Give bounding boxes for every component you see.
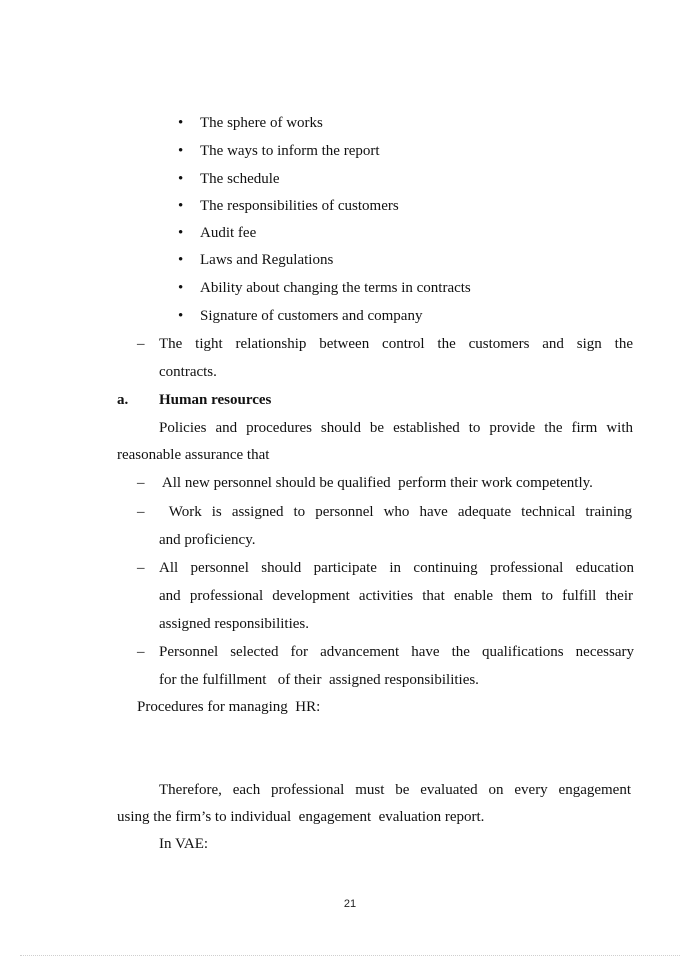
dash-item-text: and professional development activities that enable them to fulfill their [159,588,633,604]
bullet-text: Signature of customers and company [200,308,423,324]
procedures-label: Procedures for managing HR: [137,699,321,715]
dash-item-text: and proficiency. [159,532,256,548]
page-number: 21 [343,898,357,910]
bullet-item [178,307,422,325]
paragraph-line: reasonable assurance that [117,447,270,463]
dash-marker: – [137,644,145,660]
bullet-marker: • [178,143,184,159]
bullet-marker: • [178,115,184,131]
section-marker: a. [117,392,129,408]
bullet-marker: • [178,171,184,187]
paragraph-line: Therefore, each professional must be evaluated on every engagement [159,782,631,798]
bullet-item [178,197,399,215]
section-heading: Human resources [159,392,272,408]
dash-item-text: contracts. [159,364,217,380]
bullet-text: The responsibilities of customers [200,198,399,214]
dash-item-text: for the fulfillment of their assigned responsibilities. [159,672,479,688]
bullet-marker: • [178,280,184,296]
bullet-text: Audit fee [200,225,257,241]
bullet-item [178,170,280,188]
dash-item-text: Work is assigned to personnel who have adequate technical training [159,504,632,520]
bullet-text: The sphere of works [200,115,323,131]
page-bottom-border [20,955,680,956]
dash-marker: – [137,504,145,520]
dash-item-text: assigned responsibilities. [159,616,309,632]
bullet-marker: • [178,225,184,241]
vae-label: In VAE: [159,836,209,852]
paragraph-line: using the firm’s to individual engagement evaluation report. [117,809,485,825]
dash-item-text: The tight relationship between control the customers and sign the [159,336,633,352]
paragraph-line: Policies and procedures should be established to provide the firm with [159,420,633,436]
bullet-item [178,251,333,269]
bullet-item [178,142,380,160]
dash-marker: – [137,560,145,576]
bullet-item [178,114,323,132]
dash-item-text: All personnel should participate in continuing professional education [159,560,634,576]
dash-marker: – [137,336,145,352]
bullet-text: Laws and Regulations [200,252,334,268]
bullet-item [178,279,471,297]
bullet-marker: • [178,198,184,214]
dash-item-text: All new personnel should be qualified perform their work competently. [159,475,593,491]
bullet-item [178,224,256,242]
bullet-text: The ways to inform the report [200,143,380,159]
dash-marker: – [137,475,145,491]
bullet-text: Ability about changing the terms in contracts [200,280,471,296]
dash-item-text: Personnel selected for advancement have the qualifications necessary [159,644,634,660]
bullet-marker: • [178,308,184,324]
bullet-text: The schedule [200,171,280,187]
bullet-marker: • [178,252,184,268]
